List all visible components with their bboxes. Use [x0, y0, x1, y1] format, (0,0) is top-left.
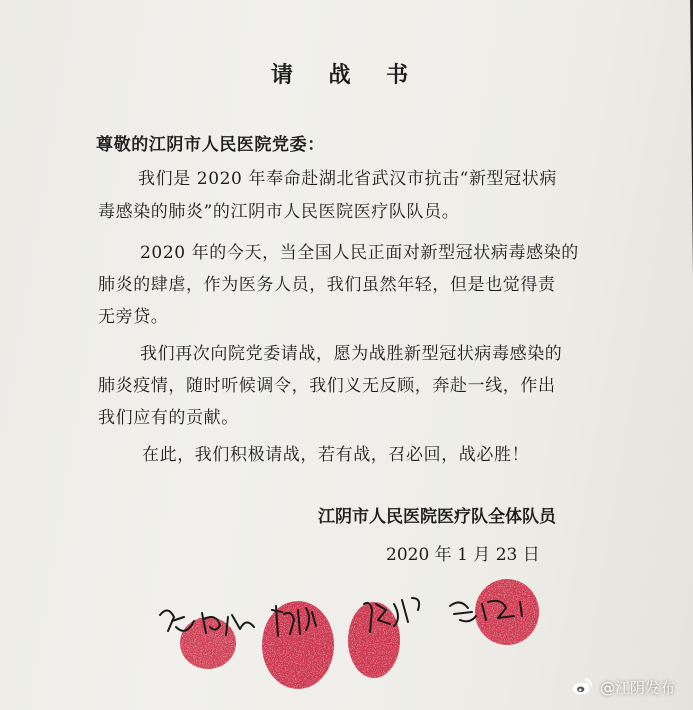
body-line-5: 无旁贷。 — [98, 307, 169, 327]
body-line-6: 我们再次向院党委请战，愿为战胜新型冠状病毒感染的 — [140, 344, 563, 364]
body-line-8: 我们应有的贡献。 — [98, 408, 239, 428]
body-line-7: 肺炎疫情，随时听候调令，我们义无反顾，奔赴一线，作出 — [98, 376, 556, 396]
salutation: 尊敬的江阴市人民医院党委： — [96, 135, 325, 155]
watermark-text: @江阴发布 — [599, 678, 675, 697]
fingerprint-3 — [348, 602, 400, 678]
body-line-9: 在此，我们积极请战，若有战，召必回，战必胜！ — [142, 445, 530, 465]
body-line-4: 肺炎的肆虐，作为医务人员，我们虽然年轻，但是也觉得责 — [98, 275, 556, 295]
letter-date: 2020 年 1 月 23 日 — [386, 545, 540, 565]
body-line-3: 2020 年的今天，当全国人民正面对新型冠状病毒感染的 — [140, 243, 579, 263]
letter-title: 请 战 书 — [270, 62, 423, 88]
body-line-2: 毒感染的肺炎”的江阴市人民医院医疗队队员。 — [98, 202, 460, 222]
weibo-icon — [572, 676, 594, 698]
weibo-watermark — [572, 676, 675, 698]
signature-block: 江阴市人民医院医疗队全体队员 — [318, 507, 556, 527]
body-line-1: 我们是 2020 年奉命赴湖北省武汉市抗击“新型冠状病 — [138, 169, 557, 189]
